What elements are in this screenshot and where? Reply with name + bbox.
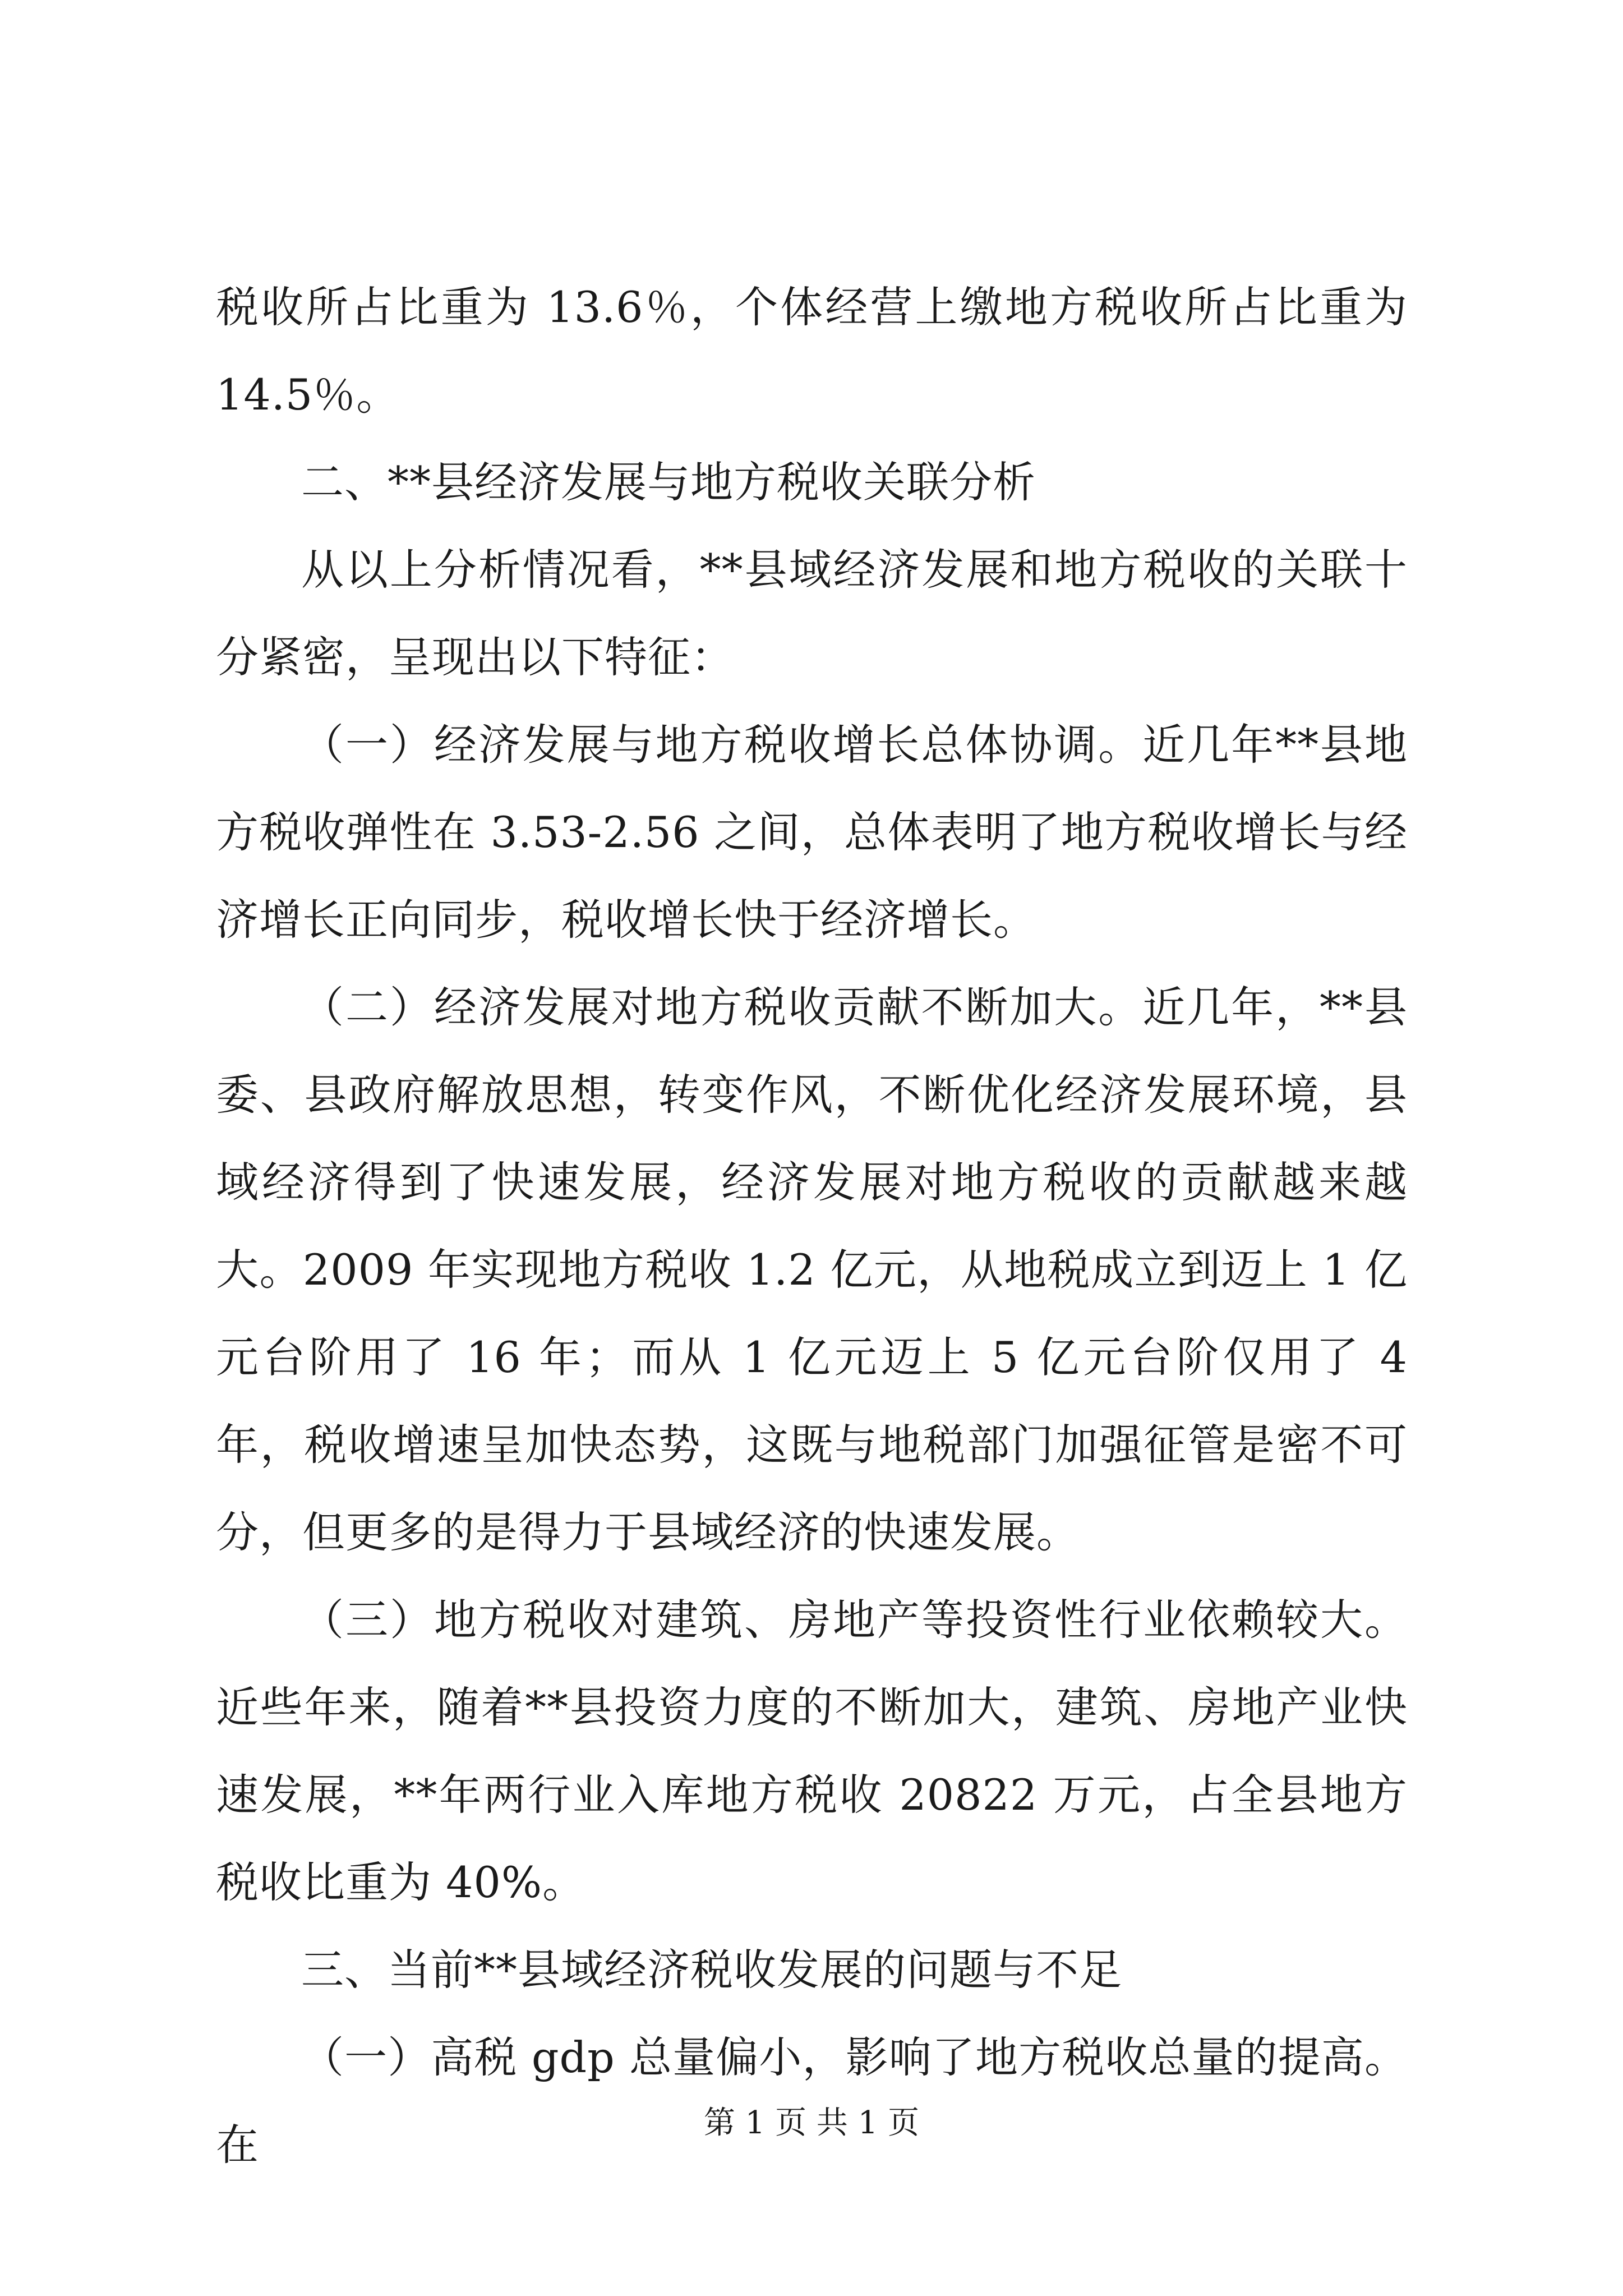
page-footer: 第 1 页 共 1 页 (703, 2105, 920, 2141)
paragraph-intro: 从以上分析情况看，**县域经济发展和地方税收的关联十分紧密，呈现出以下特征： (216, 545, 1408, 682)
paragraph-continuation: 税收所占比重为 13.6％，个体经营上缴地方税收所占比重为 14.5％。 (216, 282, 1408, 420)
paragraph-point-1: （一）经济发展与地方税收增长总体协调。近几年**县地方税收弹性在 3.53-2.56 之间，总体表明了地方税收增长与经济增长正向同步，税收增长快于经济增长。 (216, 720, 1408, 945)
paragraph-problem-1: （一）高税 gdp 总量偏小，影响了地方税收总量的提高。在 (216, 2032, 1408, 2170)
document-body (216, 264, 1408, 2189)
section-heading-2: 二、**县经济发展与地方税收关联分析 (301, 457, 1036, 507)
section-heading-3: 三、当前**县域经济税收发展的问题与不足 (301, 1945, 1122, 1995)
paragraph-point-3: （三）地方税收对建筑、房地产等投资性行业依赖较大。近些年来，随着**县投资力度的不断加大，建筑、房地产业快速发展，**年两行业入库地方税收 20822 万元，占全县地方税收比重为 40%。 (216, 1595, 1408, 1907)
paragraph-point-2: （二）经济发展对地方税收贡献不断加大。近几年，**县委、县政府解放思想，转变作风，不断优化经济发展环境，县域经济得到了快速发展，经济发展对地方税收的贡献越来越大。2009 年实现地方税收 1.2 亿元，从地税成立到迈上 1 亿元台阶用了 16 年；而从 1 亿元迈上 5 亿元台阶仅用了 4 年，税收增速呈加快态势，这既与地税部门加强征管是密不可分，但更多的是得力于县域经济的快速发展。 (216, 982, 1408, 1557)
